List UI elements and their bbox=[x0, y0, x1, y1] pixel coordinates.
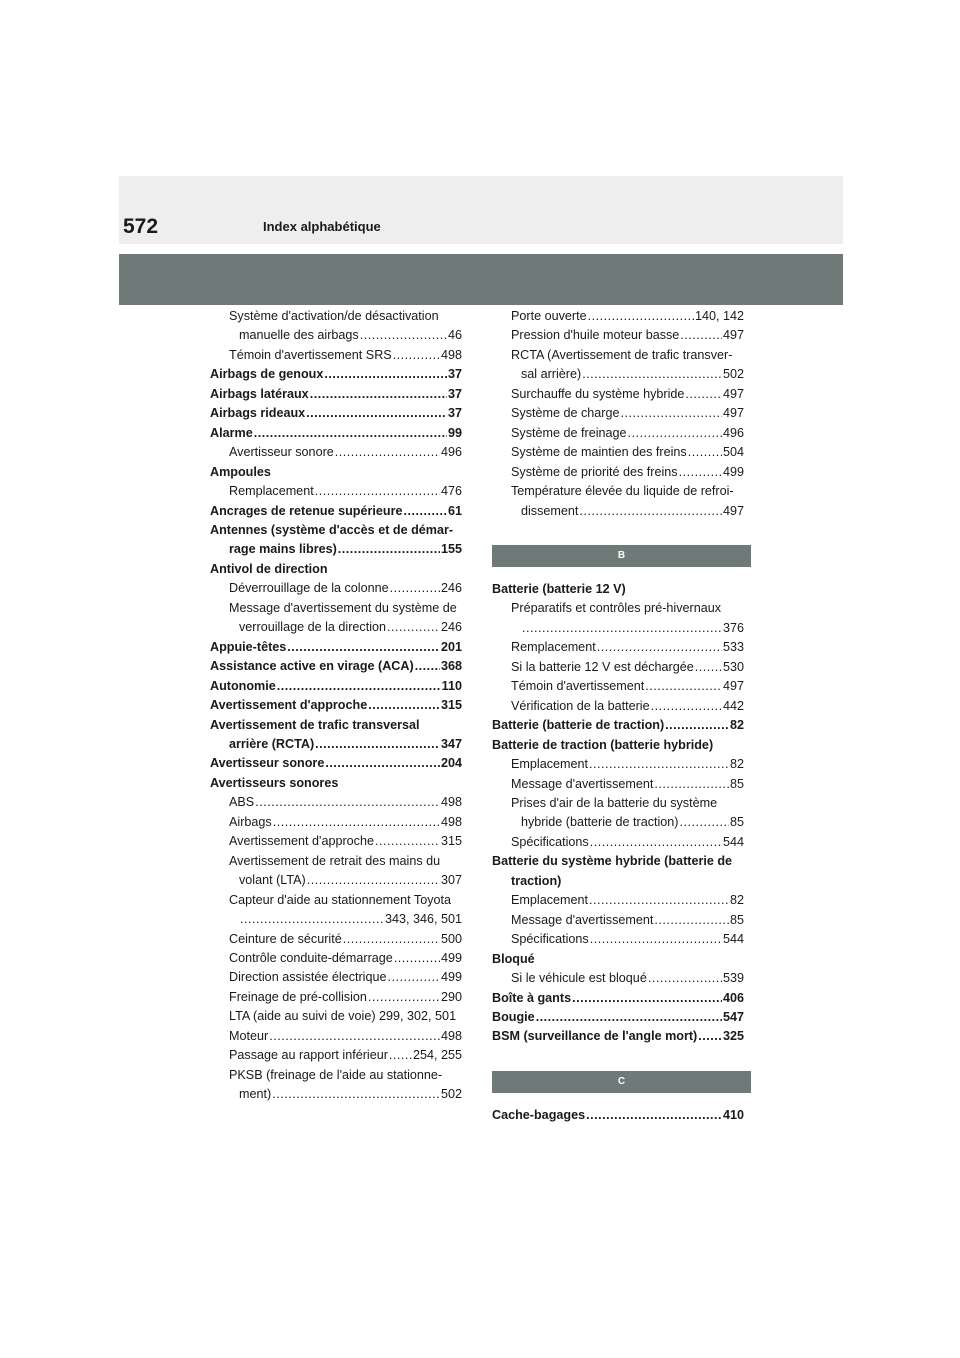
index-entry bbox=[210, 754, 462, 773]
index-entry-text: Avertisseur sonore bbox=[229, 445, 334, 460]
dot-leader bbox=[343, 930, 440, 949]
index-entry-page: 496 bbox=[722, 425, 744, 440]
dot-leader bbox=[588, 307, 694, 326]
index-entry-text: BSM (surveillance de l'angle mort) bbox=[492, 1029, 698, 1044]
index-entry bbox=[210, 774, 462, 793]
index-entry bbox=[492, 443, 744, 462]
index-entry bbox=[210, 579, 462, 598]
index-entry bbox=[210, 793, 462, 812]
index-entry-text: Airbags de genoux bbox=[210, 367, 324, 382]
index-entry-text: Emplacement bbox=[511, 893, 588, 908]
index-entry-text: Autonomie bbox=[210, 678, 276, 693]
index-entry-text: Témoin d'avertissement SRS bbox=[229, 347, 392, 362]
index-entry-text: Avertisseur sonore bbox=[210, 756, 325, 771]
index-entry-page: 500 bbox=[440, 931, 462, 946]
index-entry-page: 544 bbox=[722, 932, 744, 947]
index-entry-page: 533 bbox=[722, 640, 744, 655]
index-entry-text: Avertissement d'approche bbox=[210, 698, 368, 713]
index-entry bbox=[492, 794, 744, 813]
dot-leader bbox=[651, 697, 722, 716]
index-entry-text: Surchauffe du système hybride bbox=[511, 386, 685, 401]
index-entry-page: 37 bbox=[447, 367, 462, 382]
dot-leader bbox=[315, 482, 440, 501]
dot-leader bbox=[403, 502, 447, 521]
index-entry-page: 368 bbox=[440, 659, 462, 674]
index-entry-text: Emplacement bbox=[511, 757, 588, 772]
index-entry-page: 497 bbox=[722, 503, 744, 518]
index-entry bbox=[210, 871, 462, 890]
dot-leader bbox=[589, 891, 729, 910]
index-entry-text: Message d'avertissement bbox=[511, 912, 654, 927]
index-entry bbox=[492, 1106, 744, 1125]
page-number: 572 bbox=[123, 215, 159, 238]
index-entry bbox=[210, 988, 462, 1007]
index-entry bbox=[492, 833, 744, 852]
index-entry-text: LTA (aide au suivi de voie) 299, 302, 501 bbox=[229, 1009, 457, 1024]
dot-leader bbox=[338, 540, 440, 559]
dot-leader bbox=[307, 871, 440, 890]
dot-leader bbox=[387, 618, 440, 637]
index-entry-text: Système d'activation/de désactivation bbox=[229, 309, 439, 323]
index-entry-page: 496 bbox=[440, 445, 462, 460]
index-entry-page: 110 bbox=[441, 678, 462, 693]
index-entry bbox=[210, 385, 462, 404]
dot-leader bbox=[277, 677, 441, 696]
index-entry-page: 201 bbox=[440, 639, 462, 654]
section-letter-b: B bbox=[492, 545, 751, 567]
index-entry-page: 82 bbox=[729, 757, 744, 772]
dot-leader bbox=[306, 404, 447, 423]
index-entry-text: Batterie du système hybride (batterie de bbox=[492, 854, 733, 869]
dot-leader bbox=[536, 1008, 722, 1027]
dot-leader bbox=[324, 365, 447, 384]
dot-leader bbox=[388, 968, 440, 987]
index-entry bbox=[210, 813, 462, 832]
index-entry-text: Déverrouillage de la colonne bbox=[229, 581, 389, 596]
index-entry-text: Appuie-têtes bbox=[210, 639, 287, 654]
index-entry bbox=[492, 619, 744, 638]
index-entry-text: verrouillage de la direction bbox=[239, 620, 387, 635]
index-entry-page: 343, 346, 501 bbox=[384, 912, 462, 927]
dot-leader bbox=[680, 326, 722, 345]
index-entry bbox=[210, 968, 462, 987]
index-entry bbox=[210, 365, 462, 384]
index-entry-text: Cache-bagages bbox=[492, 1107, 586, 1122]
index-entry-page: 497 bbox=[722, 679, 744, 694]
section-title: Index alphabétique bbox=[263, 219, 381, 234]
index-entry bbox=[492, 950, 744, 969]
index-entry-text: Avertissement de trafic transversal bbox=[210, 717, 420, 732]
index-entry bbox=[210, 696, 462, 715]
index-entry bbox=[492, 638, 744, 657]
index-entry bbox=[210, 463, 462, 482]
dot-leader bbox=[590, 833, 722, 852]
index-entry bbox=[210, 716, 462, 735]
index-entry-page: 37 bbox=[447, 406, 462, 421]
dot-leader bbox=[310, 385, 447, 404]
index-entry-text: Moteur bbox=[229, 1028, 269, 1043]
index-entry bbox=[210, 852, 462, 871]
index-entry-text: Remplacement bbox=[229, 484, 314, 499]
index-entry-page: 530 bbox=[722, 659, 744, 674]
index-entry bbox=[492, 891, 744, 910]
index-entry bbox=[210, 521, 462, 540]
index-entry bbox=[492, 307, 744, 326]
index-entry-text: Témoin d'avertissement bbox=[511, 679, 645, 694]
dot-leader bbox=[597, 638, 722, 657]
dot-leader bbox=[698, 1027, 722, 1046]
dot-leader bbox=[645, 677, 722, 696]
dot-leader bbox=[695, 658, 722, 677]
index-entry-page: 497 bbox=[722, 386, 744, 401]
index-entry bbox=[492, 326, 744, 345]
index-entry-page: 37 bbox=[447, 386, 462, 401]
index-entry-page: 539 bbox=[722, 971, 744, 986]
dot-leader bbox=[582, 365, 722, 384]
dot-leader bbox=[654, 911, 729, 930]
index-entry-page: 82 bbox=[729, 718, 744, 733]
index-entry-text: Message d'avertissement bbox=[511, 776, 654, 791]
dot-leader bbox=[685, 385, 722, 404]
index-entry bbox=[492, 969, 744, 988]
dot-leader bbox=[621, 404, 722, 423]
dot-leader bbox=[589, 755, 729, 774]
index-entry-text: Avertisseurs sonores bbox=[210, 775, 339, 790]
dot-leader bbox=[335, 443, 440, 462]
index-entry bbox=[492, 404, 744, 423]
index-entry bbox=[492, 716, 744, 735]
index-entry-text: Préparatifs et contrôles pré-hivernaux bbox=[511, 601, 721, 616]
index-entry bbox=[492, 813, 744, 832]
dot-leader bbox=[273, 813, 440, 832]
index-entry-text: Boîte à gants bbox=[492, 990, 572, 1005]
index-entry-text: rage mains libres) bbox=[229, 542, 337, 557]
index-entry-page: 499 bbox=[722, 464, 744, 479]
index-entry bbox=[492, 852, 744, 871]
index-entry bbox=[492, 580, 744, 599]
dot-leader bbox=[315, 735, 440, 754]
dot-leader bbox=[394, 949, 440, 968]
index-entry-page: 99 bbox=[447, 425, 462, 440]
index-entry bbox=[492, 775, 744, 794]
index-entry-page: 85 bbox=[729, 815, 744, 830]
dot-leader bbox=[665, 716, 729, 735]
index-entry-page: 476 bbox=[440, 484, 462, 499]
section-letter-c: C bbox=[492, 1071, 751, 1093]
index-entry-page: 155 bbox=[440, 542, 462, 557]
index-entry-text: Airbags bbox=[229, 814, 272, 829]
index-entry-text: Si la batterie 12 V est déchargée bbox=[511, 659, 694, 674]
dot-leader bbox=[390, 579, 440, 598]
index-entry bbox=[492, 872, 744, 891]
index-entry-text: Avertissement de retrait des mains du bbox=[229, 853, 441, 868]
index-entry-page: 246 bbox=[440, 620, 462, 635]
index-entry-page: 498 bbox=[440, 1028, 462, 1043]
index-entry bbox=[210, 560, 462, 579]
dot-leader bbox=[415, 657, 440, 676]
index-entry bbox=[492, 658, 744, 677]
index-entry-page: 504 bbox=[722, 445, 744, 460]
index-entry bbox=[210, 618, 462, 637]
index-entry-text: Système de freinage bbox=[511, 425, 627, 440]
dot-leader bbox=[393, 346, 440, 365]
index-column-left bbox=[210, 307, 462, 1105]
index-entry-page: 497 bbox=[722, 406, 744, 421]
index-entry-page: 246 bbox=[440, 581, 462, 596]
index-entry-text: Bloqué bbox=[492, 951, 535, 966]
dot-leader bbox=[325, 754, 440, 773]
index-entry bbox=[492, 1027, 744, 1046]
index-entry bbox=[492, 346, 744, 365]
index-entry-text: Contrôle conduite-démarrage bbox=[229, 950, 393, 965]
index-entry-text: dissement bbox=[521, 503, 579, 518]
index-entry-text: Ancrages de retenue supérieure bbox=[210, 503, 403, 518]
index-entry bbox=[210, 1046, 462, 1065]
index-entry-page: 82 bbox=[729, 893, 744, 908]
index-entry-text: Système de priorité des freins bbox=[511, 464, 678, 479]
index-entry bbox=[492, 482, 744, 501]
index-entry bbox=[210, 1066, 462, 1085]
dot-leader bbox=[586, 1106, 722, 1125]
index-entry-page: 315 bbox=[440, 834, 462, 849]
index-entry-text: Ceinture de sécurité bbox=[229, 931, 342, 946]
index-entry-page: 544 bbox=[722, 834, 744, 849]
index-entry-text: ABS bbox=[229, 795, 255, 810]
index-entry-page: 498 bbox=[440, 347, 462, 362]
index-entry bbox=[492, 599, 744, 618]
index-entry-page: 502 bbox=[440, 1087, 462, 1102]
dot-leader bbox=[287, 638, 440, 657]
dot-leader bbox=[240, 910, 384, 929]
index-entry-page: 315 bbox=[440, 698, 462, 713]
dot-leader bbox=[628, 424, 722, 443]
index-entry-page: 499 bbox=[440, 950, 462, 965]
index-entry bbox=[492, 755, 744, 774]
index-entry bbox=[492, 365, 744, 384]
index-entry bbox=[492, 463, 744, 482]
index-entry bbox=[492, 989, 744, 1008]
dot-leader bbox=[572, 989, 722, 1008]
index-entry bbox=[210, 326, 462, 345]
index-entry-page: 502 bbox=[722, 367, 744, 382]
index-entry-text: Freinage de pré-collision bbox=[229, 989, 367, 1004]
index-entry-text: Capteur d'aide au stationnement Toyota bbox=[229, 892, 452, 907]
index-entry-page: 307 bbox=[440, 873, 462, 888]
index-entry bbox=[210, 930, 462, 949]
index-entry bbox=[492, 736, 744, 755]
dot-leader bbox=[255, 793, 440, 812]
dot-leader bbox=[680, 813, 729, 832]
dot-leader bbox=[272, 1085, 440, 1104]
header-band bbox=[119, 254, 843, 305]
index-entry-page: 140, 142 bbox=[694, 309, 744, 323]
index-entry bbox=[210, 891, 462, 910]
index-entry-text: Bougie bbox=[492, 1009, 535, 1024]
index-entry-text: Direction assistée électrique bbox=[229, 970, 387, 985]
index-entry-text: Antivol de direction bbox=[210, 561, 328, 576]
index-entry-page: 406 bbox=[722, 990, 744, 1005]
index-entry bbox=[210, 1027, 462, 1046]
index-entry-page: 498 bbox=[440, 795, 462, 810]
index-entry-page: 499 bbox=[440, 970, 462, 985]
index-entry-page: 85 bbox=[729, 776, 744, 791]
index-entry-page: 325 bbox=[722, 1029, 744, 1044]
index-entry-page: 547 bbox=[722, 1009, 744, 1024]
index-entry-text: Spécifications bbox=[511, 834, 589, 849]
index-entry-text: Passage au rapport inférieur bbox=[229, 1048, 388, 1063]
index-entry-page: 46 bbox=[447, 328, 462, 343]
index-entry bbox=[210, 404, 462, 423]
index-entry bbox=[210, 735, 462, 754]
index-entry-text: hybride (batterie de traction) bbox=[521, 815, 679, 830]
index-entry-text: Airbags rideaux bbox=[210, 406, 306, 421]
index-entry-text: traction) bbox=[511, 873, 562, 888]
index-entry bbox=[492, 677, 744, 696]
index-entry bbox=[210, 540, 462, 559]
index-entry-text: Antennes (système d'accès et de démar- bbox=[210, 522, 454, 537]
index-entry-text: Batterie (batterie de traction) bbox=[492, 718, 665, 733]
index-entry bbox=[210, 502, 462, 521]
index-entry-page: 497 bbox=[722, 328, 744, 343]
index-entry-text: Remplacement bbox=[511, 640, 596, 655]
index-entry-text: PKSB (freinage de l'aide au stationne- bbox=[229, 1067, 443, 1082]
dot-leader bbox=[679, 463, 722, 482]
dot-leader bbox=[688, 443, 722, 462]
index-entry-page: 376 bbox=[722, 620, 744, 635]
index-entry-text: Spécifications bbox=[511, 932, 589, 947]
index-entry-text: Système de maintien des freins bbox=[511, 445, 687, 460]
index-entry bbox=[210, 424, 462, 443]
index-entry-text: RCTA (Avertissement de trafic transver- bbox=[511, 347, 733, 362]
index-entry-text: manuelle des airbags bbox=[239, 328, 359, 343]
index-entry bbox=[492, 502, 744, 521]
index-entry bbox=[210, 307, 462, 326]
dot-leader bbox=[654, 775, 729, 794]
page-header bbox=[119, 176, 843, 244]
index-entry bbox=[492, 385, 744, 404]
index-entry bbox=[210, 599, 462, 618]
dot-leader bbox=[368, 988, 440, 1007]
dot-leader bbox=[590, 930, 722, 949]
dot-leader bbox=[360, 326, 447, 345]
index-entry-text: Prises d'air de la batterie du système bbox=[511, 795, 718, 810]
index-entry bbox=[210, 910, 462, 929]
index-entry-page: 347 bbox=[440, 736, 462, 751]
dot-leader bbox=[375, 832, 440, 851]
index-entry-text: Système de charge bbox=[511, 406, 620, 421]
index-entry bbox=[210, 443, 462, 462]
index-entry bbox=[210, 1085, 462, 1104]
index-entry bbox=[492, 911, 744, 930]
index-entry-text: Porte ouverte bbox=[511, 309, 587, 323]
dot-leader bbox=[368, 696, 440, 715]
index-entry-text: Température élevée du liquide de refroi- bbox=[511, 484, 734, 499]
dot-leader bbox=[579, 502, 722, 521]
index-entry-text: Batterie (batterie 12 V) bbox=[492, 581, 626, 596]
index-entry bbox=[210, 346, 462, 365]
index-entry bbox=[210, 638, 462, 657]
index-entry-text: Batterie de traction (batterie hybride) bbox=[492, 737, 714, 752]
index-entry-page: 254, 255 bbox=[412, 1048, 462, 1063]
index-entry-text: sal arrière) bbox=[521, 367, 582, 382]
index-entry-text: Avertissement d'approche bbox=[229, 834, 374, 849]
index-entry bbox=[210, 677, 462, 696]
index-entry-text: Si le véhicule est bloqué bbox=[511, 971, 647, 986]
index-column-right bbox=[492, 307, 744, 1125]
index-entry bbox=[210, 1007, 462, 1026]
index-entry-text: Ampoules bbox=[210, 464, 271, 479]
index-entry-text: Airbags latéraux bbox=[210, 386, 309, 401]
index-entry bbox=[210, 832, 462, 851]
dot-leader bbox=[254, 424, 447, 443]
dot-leader bbox=[648, 969, 722, 988]
index-entry-page: 290 bbox=[440, 989, 462, 1004]
index-entry-page: 498 bbox=[440, 814, 462, 829]
index-entry-text: ment) bbox=[239, 1087, 272, 1102]
index-entry bbox=[210, 949, 462, 968]
index-entry-page: 85 bbox=[729, 912, 744, 927]
index-entry-page: 442 bbox=[722, 698, 744, 713]
index-entry-text: Alarme bbox=[210, 425, 253, 440]
index-entry bbox=[210, 482, 462, 501]
index-entry-page: 61 bbox=[447, 503, 462, 518]
index-entry-text: volant (LTA) bbox=[239, 873, 306, 888]
dot-leader bbox=[389, 1046, 412, 1065]
index-entry bbox=[492, 697, 744, 716]
index-entry-page: 410 bbox=[722, 1107, 744, 1122]
index-entry bbox=[210, 657, 462, 676]
index-entry bbox=[492, 930, 744, 949]
index-entry-text: Pression d'huile moteur basse bbox=[511, 328, 680, 343]
index-entry-text: arrière (RCTA) bbox=[229, 736, 315, 751]
index-entry-text: Message d'avertissement du système de bbox=[229, 600, 457, 615]
index-entry bbox=[492, 1008, 744, 1027]
index-entry-text: Assistance active en virage (ACA) bbox=[210, 659, 414, 674]
dot-leader bbox=[269, 1027, 440, 1046]
index-entry-page: 204 bbox=[440, 756, 462, 771]
index-entry-text: Vérification de la batterie bbox=[511, 698, 650, 713]
index-entry bbox=[492, 424, 744, 443]
dot-leader bbox=[522, 619, 722, 638]
